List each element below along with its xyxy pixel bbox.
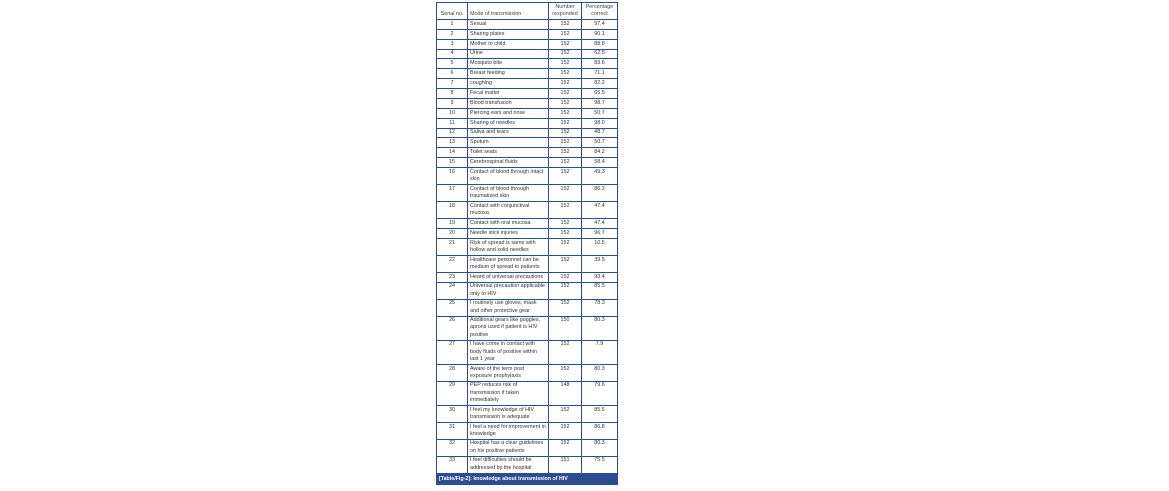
table-row [437,272,618,282]
cell-percentage: 62.5 [582,49,618,59]
cell-mode: coughing [468,79,549,89]
cell-percentage: 48.7 [582,128,618,138]
cell-percentage: 49.3 [582,168,618,185]
cell-mode: Healthcare personnel can be medium of spread to patients [468,255,549,272]
table-row [437,39,618,49]
cell-mode: Toilet seats [468,148,549,158]
cell-mode: Sputum [468,138,549,148]
cell-percentage: 71.1 [582,69,618,79]
cell-number: 151 [549,456,582,473]
table-row [437,49,618,59]
cell-mode: Sharing plates [468,29,549,39]
cell-number: 152 [549,148,582,158]
cell-mode: I feel my knowledge of HIV transmission is adequate [468,405,549,422]
cell-mode: Cerebrospinal fluids [468,158,549,168]
cell-number: 152 [549,439,582,456]
cell-number: 152 [549,340,582,364]
cell-serial: 23 [437,272,468,282]
cell-number: 152 [549,138,582,148]
cell-mode: Contact with oral mucosa [468,219,549,229]
cell-percentage: 82.2 [582,79,618,89]
table-row [437,381,618,405]
cell-number: 152 [549,255,582,272]
cell-percentage: 98.0 [582,118,618,128]
cell-mode: Saliva and tears [468,128,549,138]
table-row [437,168,618,185]
cell-number: 152 [549,98,582,108]
cell-number: 152 [549,405,582,422]
cell-serial: 4 [437,49,468,59]
cell-mode: Breast feeding [468,69,549,79]
cell-percentage: 7.9 [582,340,618,364]
cell-percentage: 80.3 [582,364,618,381]
cell-number: 152 [549,118,582,128]
cell-number: 152 [549,364,582,381]
cell-mode: Contact of blood through traumatized skin [468,185,549,202]
cell-number: 150 [549,316,582,340]
cell-number: 152 [549,29,582,39]
table-caption: [Table/Fig-2]: knowledge about transmission of HIV [436,474,618,485]
cell-number: 152 [549,89,582,99]
cell-serial: 13 [437,138,468,148]
cell-mode: Additional gears like goggles, aprons used if patient is HIV positive [468,316,549,340]
table-row [437,282,618,299]
cell-mode: Sharing of needles [468,118,549,128]
cell-percentage: 96.7 [582,228,618,238]
cell-serial: 26 [437,316,468,340]
cell-number: 152 [549,158,582,168]
cell-serial: 6 [437,69,468,79]
cell-number: 152 [549,108,582,118]
cell-number: 148 [549,381,582,405]
table-row [437,158,618,168]
cell-percentage: 88.8 [582,39,618,49]
cell-number: 152 [549,39,582,49]
cell-mode: Universal precaution applicable only to HIV [468,282,549,299]
table-row [437,238,618,255]
table-figure [436,2,618,485]
cell-percentage: 50.7 [582,108,618,118]
cell-serial: 17 [437,185,468,202]
cell-percentage: 83.6 [582,59,618,69]
cell-mode: I have come in contact with body fluids of positive within last 1 year [468,340,549,364]
cell-number: 152 [549,69,582,79]
cell-percentage: 50.7 [582,138,618,148]
cell-serial: 16 [437,168,468,185]
cell-percentage: 90.1 [582,29,618,39]
cell-number: 152 [549,422,582,439]
cell-mode: Piercing ears and nose [468,108,549,118]
cell-mode: Urine [468,49,549,59]
cell-serial: 5 [437,59,468,69]
cell-serial: 25 [437,299,468,316]
cell-percentage: 75.5 [582,456,618,473]
cell-serial: 18 [437,202,468,219]
cell-number: 152 [549,19,582,29]
cell-serial: 31 [437,422,468,439]
header-percentage: Percentage correct [582,3,618,20]
cell-percentage: 79.6 [582,381,618,405]
table-row [437,108,618,118]
table-row [437,118,618,128]
cell-mode: Blood transfusion [468,98,549,108]
cell-mode: Hospital has a clear guidelines on hiv positive patients [468,439,549,456]
cell-number: 152 [549,238,582,255]
table-row [437,219,618,229]
cell-percentage: 85.5 [582,405,618,422]
cell-serial: 9 [437,98,468,108]
cell-percentage: 78.3 [582,299,618,316]
cell-percentage: 65.5 [582,89,618,99]
cell-serial: 24 [437,282,468,299]
table-row [437,128,618,138]
table-row [437,405,618,422]
cell-number: 152 [549,228,582,238]
cell-serial: 29 [437,381,468,405]
cell-mode: Sexual [468,19,549,29]
table-header-row [437,3,618,20]
cell-number: 152 [549,185,582,202]
cell-serial: 20 [437,228,468,238]
cell-percentage: 86.2 [582,185,618,202]
cell-percentage: 85.5 [582,282,618,299]
cell-serial: 10 [437,108,468,118]
cell-percentage: 84.2 [582,148,618,158]
cell-number: 152 [549,168,582,185]
cell-serial: 7 [437,79,468,89]
table-row [437,185,618,202]
cell-serial: 22 [437,255,468,272]
table-row [437,138,618,148]
cell-mode: Mother to child [468,39,549,49]
cell-mode: Needle stick injuries [468,228,549,238]
table-row [437,255,618,272]
header-serial: Serial no. [437,3,468,20]
table-row [437,29,618,39]
cell-serial: 30 [437,405,468,422]
cell-mode: Risk of spread is same with hollow and solid needles [468,238,549,255]
cell-mode: Mosquito bite [468,59,549,69]
cell-number: 152 [549,128,582,138]
cell-percentage: 98.7 [582,98,618,108]
table-row [437,148,618,158]
cell-mode: Aware of the term post exposure prophylaxis [468,364,549,381]
table-row [437,69,618,79]
cell-percentage: 39.5 [582,255,618,272]
cell-serial: 3 [437,39,468,49]
table-row [437,79,618,89]
cell-number: 152 [549,219,582,229]
cell-percentage: 10.5 [582,238,618,255]
hiv-knowledge-table [436,2,618,474]
cell-percentage: 47.4 [582,202,618,219]
table-row [437,98,618,108]
cell-percentage: 97.4 [582,19,618,29]
cell-percentage: 93.4 [582,272,618,282]
table-row [437,316,618,340]
table-row [437,228,618,238]
cell-serial: 15 [437,158,468,168]
cell-serial: 12 [437,128,468,138]
table-row [437,19,618,29]
table-row [437,89,618,99]
cell-number: 152 [549,282,582,299]
header-number: Number responded [549,3,582,20]
cell-number: 152 [549,59,582,69]
cell-serial: 11 [437,118,468,128]
header-mode: Mode of transmission [468,3,549,20]
table-row [437,59,618,69]
cell-mode: Contact of blood through intact skin [468,168,549,185]
cell-percentage: 80.3 [582,316,618,340]
cell-number: 152 [549,79,582,89]
cell-serial: 19 [437,219,468,229]
cell-percentage: 80.3 [582,439,618,456]
table-row [437,422,618,439]
cell-serial: 1 [437,19,468,29]
table-row [437,456,618,473]
cell-number: 152 [549,49,582,59]
cell-percentage: 86.8 [582,422,618,439]
cell-mode: Fecal matter [468,89,549,99]
cell-serial: 27 [437,340,468,364]
cell-serial: 28 [437,364,468,381]
cell-number: 152 [549,202,582,219]
cell-mode: PEP reduces risk of transmission if taken immediately [468,381,549,405]
cell-number: 152 [549,272,582,282]
cell-mode: Heard of universal precautions [468,272,549,282]
cell-number: 152 [549,299,582,316]
cell-serial: 2 [437,29,468,39]
cell-mode: I feel difficulties should be addressed by the hospital [468,456,549,473]
cell-mode: I feel a need for improvement in knowledge [468,422,549,439]
cell-mode: I routinely use gloves, mask and other protective gear [468,299,549,316]
cell-percentage: 47.4 [582,219,618,229]
cell-serial: 32 [437,439,468,456]
cell-serial: 8 [437,89,468,99]
table-row [437,340,618,364]
cell-serial: 33 [437,456,468,473]
cell-serial: 21 [437,238,468,255]
table-row [437,299,618,316]
table-row [437,364,618,381]
table-row [437,439,618,456]
table-row [437,202,618,219]
cell-percentage: 58.4 [582,158,618,168]
cell-serial: 14 [437,148,468,158]
cell-mode: Contact with conjunctival mucosa [468,202,549,219]
